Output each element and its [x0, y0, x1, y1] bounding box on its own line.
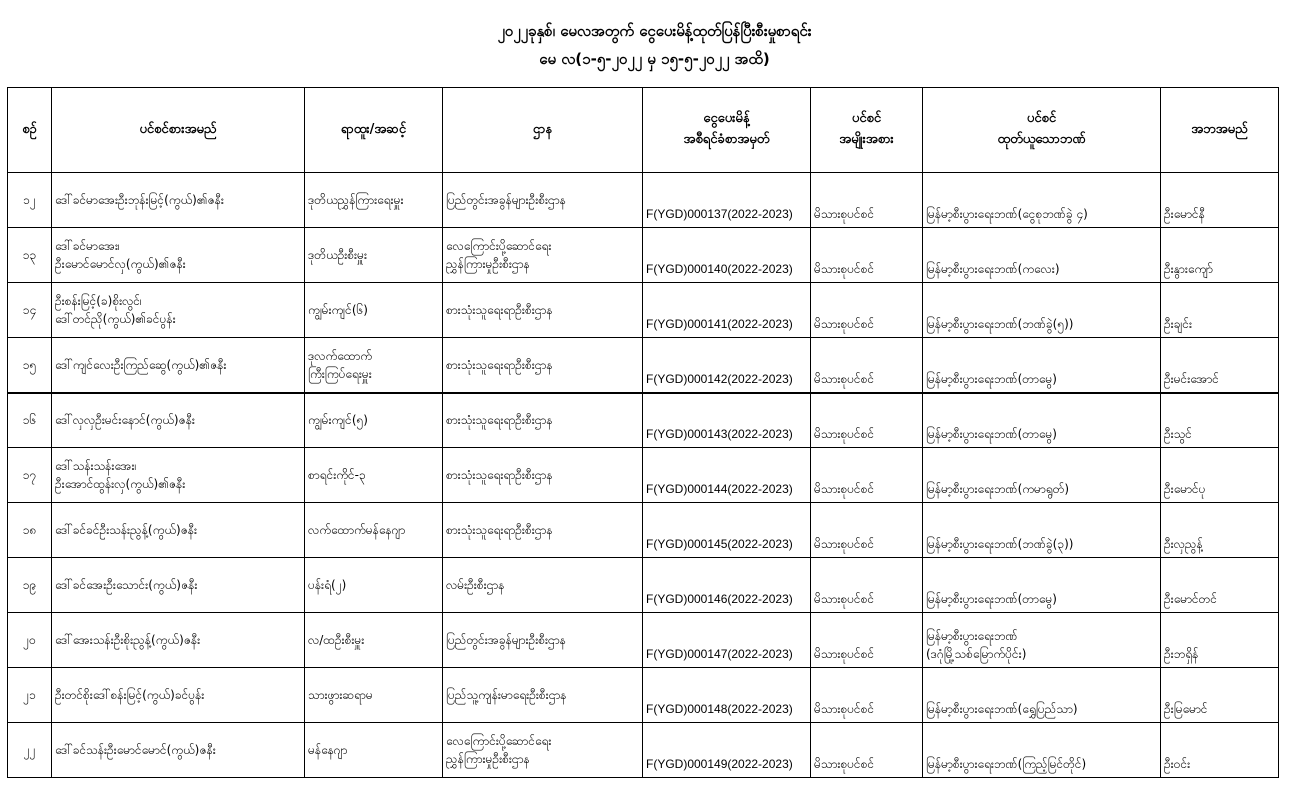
- cell-bank-l1: မြန်မာ့စီးပွားရေးဘဏ်(ရွှေပြည်သာ): [926, 702, 1078, 716]
- cell-serial: ၁၉: [8, 558, 52, 613]
- cell-name-l2: ဒေါ်တင်ညို(ကွယ်)၏ခင်ပွန်း: [55, 312, 176, 326]
- table-row: [8, 613, 1279, 668]
- cell-bank-l1: မြန်မာ့စီးပွားရေးဘဏ်(တာမွေ): [926, 427, 1057, 441]
- cell-name: [52, 393, 305, 448]
- cell-father-name: ဦးနွားကျော်: [1161, 228, 1279, 283]
- cell-rank-l1: သားဖွားဆရာမ: [308, 688, 373, 702]
- cell-dept-l1: စားသုံးသူရေးရာဦးစီးဌာန: [446, 303, 553, 317]
- cell-name-l2: ဦးအောင်ထွန်းလှ(ကွယ်)၏ဇနီး: [55, 477, 186, 491]
- cell-father-name: ဦးမောင်ပု: [1161, 448, 1279, 503]
- cell-dept-l1: ပြည်သူ့ကျန်းမာရေးဦးစီးဌာန: [446, 688, 567, 702]
- cell-serial: ၁၂: [8, 173, 52, 228]
- cell-name: [52, 613, 305, 668]
- table-header-row: [8, 88, 1279, 173]
- cell-dept-l1: စားသုံးသူရေးရာဦးစီးဌာန: [446, 413, 553, 428]
- header-pensioner-name: ပင်စင်စားအမည်: [52, 88, 305, 173]
- cell-name: [52, 283, 305, 338]
- cell-dept-l1: လေကြောင်းပို့ဆောင်ရေး: [446, 239, 552, 253]
- cell-department: [443, 558, 643, 613]
- cell-rank-l1: လ/ထဦးစီးမှူး: [308, 633, 365, 647]
- cell-department: [443, 448, 643, 503]
- cell-rank: [305, 723, 443, 778]
- cell-rank-l1: ကျွမ်းကျင်(၅): [308, 413, 368, 428]
- header-payment-order-l1: ငွေပေးမိန့်: [703, 111, 750, 127]
- document-subtitle: မေ လ(၁-၅-၂၀၂၂ မှ ၁၅-၅-၂၀၂၂ အထိ): [539, 50, 770, 68]
- cell-serial: ၂၂: [8, 723, 52, 778]
- cell-bank: [923, 503, 1161, 558]
- cell-name: [52, 723, 305, 778]
- header-serial: စဉ်: [8, 88, 52, 173]
- cell-payment-order: F(YGD)000140(2022-2023): [643, 228, 811, 283]
- cell-name-l1: ဒေါ်လှလှဦးမင်းနောင်(ကွယ်)ဇနီး: [55, 413, 195, 428]
- cell-bank: [923, 558, 1161, 613]
- cell-name-l1: ဦးတင်စိုးဒေါ်စန်းမြင့်(ကွယ်)ခင်ပွန်း: [55, 688, 205, 702]
- cell-rank: [305, 173, 443, 228]
- header-pension-type: [811, 88, 923, 173]
- cell-rank-l1: ပန်းရံ(၂): [308, 578, 347, 592]
- table-row: [8, 338, 1279, 393]
- cell-bank: [923, 723, 1161, 778]
- cell-pension-type: မိသားစုပင်စင်: [811, 338, 923, 393]
- cell-name: [52, 338, 305, 393]
- cell-name: [52, 558, 305, 613]
- cell-bank-l1: မြန်မာ့စီးပွားရေးဘဏ်(ကလေး): [926, 262, 1060, 276]
- cell-dept-l1: စားသုံးသူရေးရာဦးစီးဌာန: [446, 523, 553, 537]
- cell-bank: [923, 448, 1161, 503]
- cell-payment-order: F(YGD)000144(2022-2023): [643, 448, 811, 503]
- cell-bank: [923, 338, 1161, 393]
- cell-department: [443, 613, 643, 668]
- cell-rank-l1: မန်နေဂျာ: [308, 743, 348, 757]
- cell-name: [52, 503, 305, 558]
- header-bank: [923, 88, 1161, 173]
- cell-payment-order: F(YGD)000137(2022-2023): [643, 173, 811, 228]
- cell-payment-order: F(YGD)000145(2022-2023): [643, 503, 811, 558]
- cell-bank-l1: မြန်မာ့စီးပွားရေးဘဏ်(ဘဏ်ခွဲ(၅)): [926, 317, 1074, 331]
- cell-pension-type: မိသားစုပင်စင်: [811, 173, 923, 228]
- cell-dept-l1: ပြည်တွင်းအခွန်များဦးစီးဌာန: [446, 633, 566, 647]
- cell-serial: ၁၅: [8, 338, 52, 393]
- cell-dept-l2: ညွှန်ကြားမှုဦးစီးဌာန: [446, 752, 530, 766]
- header-bank-l2: ထုတ်ယူသောဘဏ်: [997, 132, 1086, 147]
- cell-bank-l1: မြန်မာ့စီးပွားရေးဘဏ်(ကြည့်မြင်တိုင်): [926, 757, 1087, 771]
- cell-name-l1: ဒေါ်ခင်အေးဦးသောင်း(ကွယ်)ဇနီး: [55, 578, 198, 592]
- table-row: [8, 393, 1279, 448]
- cell-department: [443, 338, 643, 393]
- cell-payment-order: F(YGD)000146(2022-2023): [643, 558, 811, 613]
- cell-rank: [305, 338, 443, 393]
- header-bank-l1: ပင်စင်: [1026, 111, 1057, 127]
- cell-bank-l1: မြန်မာ့စီးပွားရေးဘဏ်: [926, 629, 1018, 643]
- cell-serial: ၂၁: [8, 668, 52, 723]
- cell-rank: [305, 558, 443, 613]
- cell-name-l1: ဒေါ်အေးသန်းဦးစိုးညွန့်(ကွယ်)ဇနီး: [55, 633, 201, 647]
- cell-rank: [305, 668, 443, 723]
- cell-department: [443, 503, 643, 558]
- table-row: [8, 503, 1279, 558]
- cell-bank: [923, 668, 1161, 723]
- cell-pension-type: မိသားစုပင်စင်: [811, 283, 923, 338]
- cell-serial: ၁၈: [8, 503, 52, 558]
- cell-pension-type: မိသားစုပင်စင်: [811, 558, 923, 613]
- cell-father-name: ဦးလှညွန့်: [1161, 503, 1279, 558]
- cell-serial: ၁၄: [8, 283, 52, 338]
- cell-rank: [305, 393, 443, 448]
- cell-rank-l2: ကြီးကြပ်ရေးမှူး: [308, 366, 372, 381]
- cell-name-l1: ဦးစန်းမြင့်(ခ)စိုးလွင်၊: [55, 294, 142, 308]
- header-pension-type-l2: အမျိုးအစား: [839, 132, 894, 147]
- cell-name-l1: ဒေါ်ခင်မာအေး၊: [55, 239, 120, 253]
- cell-payment-order: F(YGD)000147(2022-2023): [643, 613, 811, 668]
- cell-pension-type: မိသားစုပင်စင်: [811, 613, 923, 668]
- pension-table: [7, 87, 1279, 778]
- cell-serial: ၁၃: [8, 228, 52, 283]
- table-row: [8, 173, 1279, 228]
- cell-department: [443, 228, 643, 283]
- cell-bank-l2: (ဒဂုံမြို့သစ်မြောက်ပိုင်း): [926, 647, 1027, 661]
- cell-father-name: ဦးမောင်နီ: [1161, 173, 1279, 228]
- table-row: [8, 448, 1279, 503]
- cell-name: [52, 448, 305, 503]
- table-row: [8, 283, 1279, 338]
- cell-pension-type: မိသားစုပင်စင်: [811, 723, 923, 778]
- cell-name-l1: ဒေါ်ကျင်လေးဦးကြည်ဆွေ(ကွယ်)၏ဇနီး: [55, 357, 227, 372]
- cell-rank: [305, 448, 443, 503]
- cell-father-name: ဦးမောင်တင်: [1161, 558, 1279, 613]
- cell-father-name: ဦးမြမောင်: [1161, 668, 1279, 723]
- header-father-name: အဘအမည်: [1161, 88, 1279, 173]
- cell-name-l1: ဒေါ်ခင်သန်းဦးမောင်မောင်(ကွယ်)ဇနီး: [55, 743, 216, 757]
- cell-father-name: ဦးဘရှိန်: [1161, 613, 1279, 668]
- cell-rank-l1: ကျွမ်းကျင်(၆): [308, 303, 368, 317]
- cell-pension-type: မိသားစုပင်စင်: [811, 393, 923, 448]
- table-row: [8, 723, 1279, 778]
- cell-bank: [923, 283, 1161, 338]
- cell-bank: [923, 173, 1161, 228]
- cell-department: [443, 173, 643, 228]
- cell-rank: [305, 503, 443, 558]
- cell-pension-type: မိသားစုပင်စင်: [811, 668, 923, 723]
- cell-payment-order: F(YGD)000143(2022-2023): [643, 393, 811, 448]
- table-row: [8, 668, 1279, 723]
- cell-payment-order: F(YGD)000141(2022-2023): [643, 283, 811, 338]
- cell-rank: [305, 613, 443, 668]
- cell-name-l2: ဦးမောင်မောင်လှ(ကွယ်)၏ဇနီး: [55, 257, 186, 271]
- table-row: [8, 558, 1279, 613]
- header-rank: ရာထူး/အဆင့်: [305, 88, 443, 173]
- cell-name: [52, 668, 305, 723]
- cell-rank: [305, 228, 443, 283]
- header-payment-order: [643, 88, 811, 173]
- cell-dept-l1: စားသုံးသူရေးရာဦးစီးဌာန: [446, 468, 553, 482]
- cell-payment-order: F(YGD)000149(2022-2023): [643, 723, 811, 778]
- cell-dept-l1: လေကြောင်းပို့ဆောင်ရေး: [446, 734, 552, 748]
- cell-rank-l1: စာရင်းကိုင်-၃: [308, 468, 366, 482]
- cell-bank: [923, 228, 1161, 283]
- cell-rank-l1: ဒုတိယညွှန်ကြားရေးမှူး: [308, 193, 404, 207]
- cell-name: [52, 173, 305, 228]
- cell-rank-l1: လက်ထောက်မန်နေဂျာ: [308, 523, 406, 537]
- cell-bank: [923, 393, 1161, 448]
- cell-bank-l1: မြန်မာ့စီးပွားရေးဘဏ်(ကမာရွတ်): [926, 482, 1070, 496]
- cell-payment-order: F(YGD)000148(2022-2023): [643, 668, 811, 723]
- cell-department: [443, 668, 643, 723]
- cell-bank: [923, 613, 1161, 668]
- cell-rank-l1: ဒုတိယဦးစီးမှူး: [308, 248, 367, 262]
- cell-rank: [305, 283, 443, 338]
- cell-rank-l1: ဒုလက်ထောက်: [308, 348, 373, 363]
- cell-pension-type: မိသားစုပင်စင်: [811, 448, 923, 503]
- cell-father-name: ဦးဝင်း: [1161, 723, 1279, 778]
- cell-bank-l1: မြန်မာ့စီးပွားရေးဘဏ်(ဘဏ်ခွဲ(၃)): [926, 537, 1074, 551]
- cell-name-l1: ဒေါ်သန်းသန်းအေး၊: [55, 459, 137, 473]
- cell-serial: ၁၆: [8, 393, 52, 448]
- cell-father-name: ဦးမင်းအောင်: [1161, 338, 1279, 393]
- cell-name-l1: ဒေါ်ခင်မာအေးဦးဘုန်းမြင့်(ကွယ်)၏ဇနီး: [55, 193, 224, 207]
- cell-department: [443, 723, 643, 778]
- cell-father-name: ဦးချင်း: [1161, 283, 1279, 338]
- cell-serial: ၁၇: [8, 448, 52, 503]
- header-department: ဌာန: [443, 88, 643, 173]
- header-pension-type-l1: ပင်စင်: [851, 111, 882, 127]
- cell-pension-type: မိသားစုပင်စင်: [811, 228, 923, 283]
- header-payment-order-l2: အစီရင်ခံစာအမှတ်: [683, 132, 770, 147]
- cell-dept-l1: လမ်းဦးစီးဌာန: [446, 578, 505, 592]
- document-title: ၂၀၂၂ခုနှစ်၊ မေလအတွက် ငွေပေးမိန့်ထုတ်ပြန်ပြီးစီးမှုစာရင်း: [497, 22, 812, 40]
- cell-father-name: ဦးသွင်: [1161, 393, 1279, 448]
- cell-bank-l1: မြန်မာ့စီးပွားရေးဘဏ်(တာမွေ): [926, 371, 1057, 386]
- cell-department: [443, 283, 643, 338]
- cell-name-l1: ဒေါ်ခင်ခင်ဦးသန်းညွန့်(ကွယ်)ဇနီး: [55, 523, 198, 537]
- cell-bank-l1: မြန်မာ့စီးပွားရေးဘဏ်(တာမွေ): [926, 592, 1057, 606]
- table-row: [8, 228, 1279, 283]
- cell-bank-l1: မြန်မာ့စီးပွားရေးဘဏ်(ငွေစုဘဏ်ခွဲ ၄): [926, 207, 1088, 221]
- cell-name: [52, 228, 305, 283]
- cell-dept-l1: စားသုံးသူရေးရာဦးစီးဌာန: [446, 357, 553, 372]
- cell-serial: ၂၀: [8, 613, 52, 668]
- cell-pension-type: မိသားစုပင်စင်: [811, 503, 923, 558]
- cell-payment-order: F(YGD)000142(2022-2023): [643, 338, 811, 393]
- cell-dept-l1: ပြည်တွင်းအခွန်များဦးစီးဌာန: [446, 193, 566, 207]
- cell-dept-l2: ညွှန်ကြားမှုဦးစီးဌာန: [446, 257, 530, 271]
- cell-department: [443, 393, 643, 448]
